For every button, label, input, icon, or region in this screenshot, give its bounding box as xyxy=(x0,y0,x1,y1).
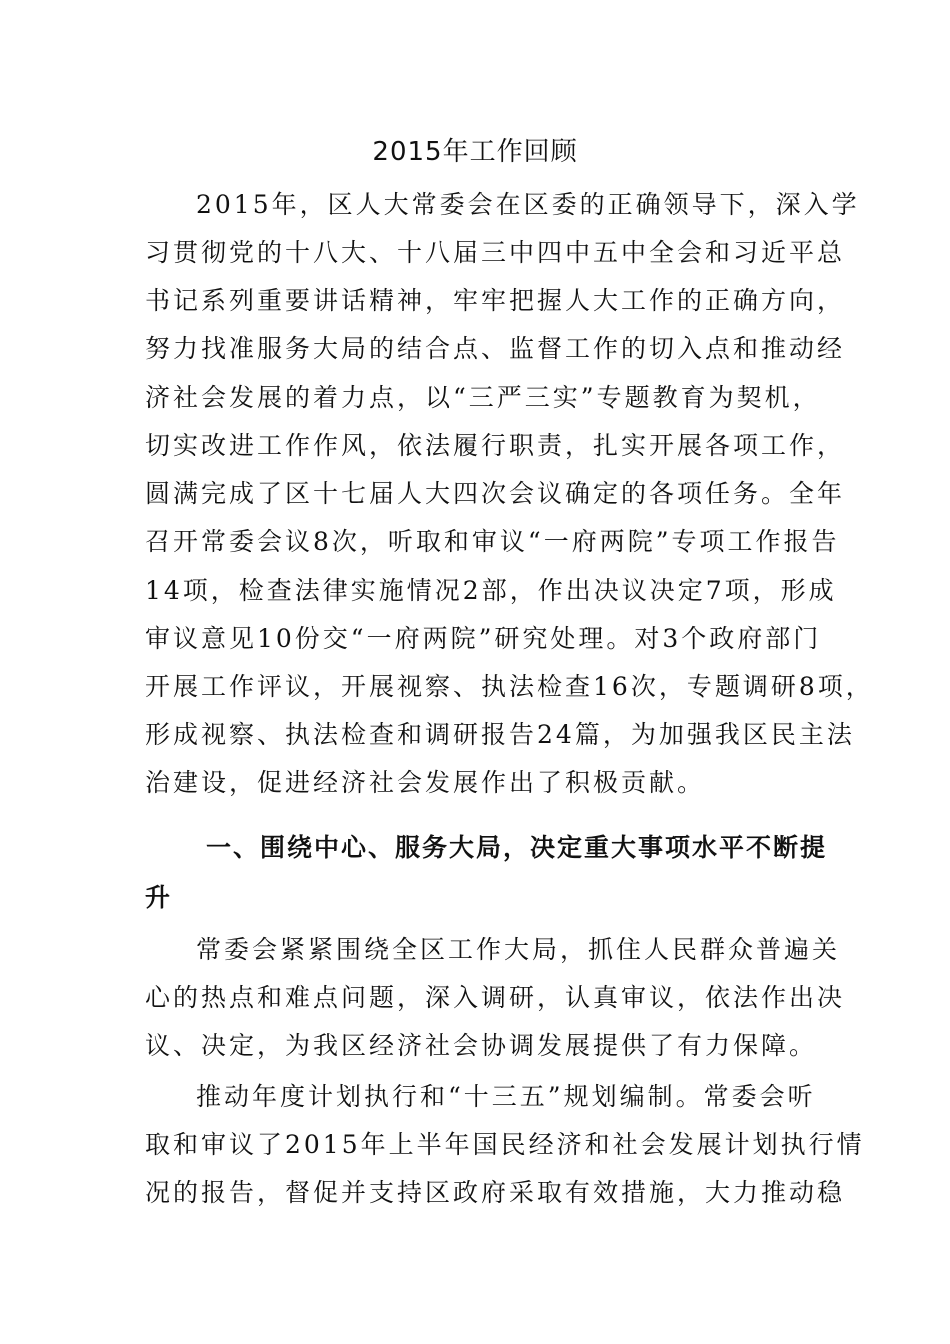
intro-line: 形成视察、执法检查和调研报告24篇，为加强我区民主法 xyxy=(145,720,855,749)
intro-line: 14项，检查法律实施情况2部，作出决议决定7项，形成 xyxy=(145,576,837,605)
intro-line: 济社会发展的着力点，以“三严三实”专题教育为契机， xyxy=(145,383,821,412)
intro-line: 开展工作评议，开展视察、执法检查16次，专题调研8项， xyxy=(145,672,874,701)
section-heading: 一、围绕中心、服务大局，决定重大事项水平不断提 xyxy=(206,833,828,862)
document-title: 2015年工作回顾 xyxy=(372,137,578,167)
paragraph-line: 常委会紧紧围绕全区工作大局，抓住人民群众普遍关 xyxy=(196,935,841,964)
intro-line: 治建设，促进经济社会发展作出了积极贡献。 xyxy=(145,768,706,797)
paragraph-line: 取和审议了2015年上半年国民经济和社会发展计划执行情 xyxy=(145,1130,865,1159)
paragraph-line: 议、决定，为我区经济社会协调发展提供了有力保障。 xyxy=(145,1031,818,1060)
intro-line: 2015年，区人大常委会在区委的正确领导下，深入学 xyxy=(196,190,860,219)
intro-line: 书记系列重要讲话精神，牢牢把握人大工作的正确方向， xyxy=(145,286,846,315)
intro-line: 切实改进工作作风，依法履行职责，扎实开展各项工作， xyxy=(145,431,846,460)
intro-line: 习贯彻党的十八大、十八届三中四中五中全会和习近平总 xyxy=(145,238,846,267)
intro-line: 召开常委会议8次，听取和审议“一府两院”专项工作报告 xyxy=(145,527,840,556)
section-heading-continuation: 升 xyxy=(145,883,173,912)
paragraph-line: 心的热点和难点问题，深入调研，认真审议，依法作出决 xyxy=(145,983,846,1012)
paragraph-line: 推动年度计划执行和“十三五”规划编制。常委会听 xyxy=(196,1082,816,1111)
intro-line: 审议意见10份交“一府两院”研究处理。对3个政府部门 xyxy=(145,624,822,653)
paragraph-line: 况的报告，督促并支持区政府采取有效措施，大力推动稳 xyxy=(145,1178,846,1207)
intro-line: 努力找准服务大局的结合点、监督工作的切入点和推动经 xyxy=(145,334,846,363)
intro-line: 圆满完成了区十七届人大四次会议确定的各项任务。全年 xyxy=(145,479,846,508)
